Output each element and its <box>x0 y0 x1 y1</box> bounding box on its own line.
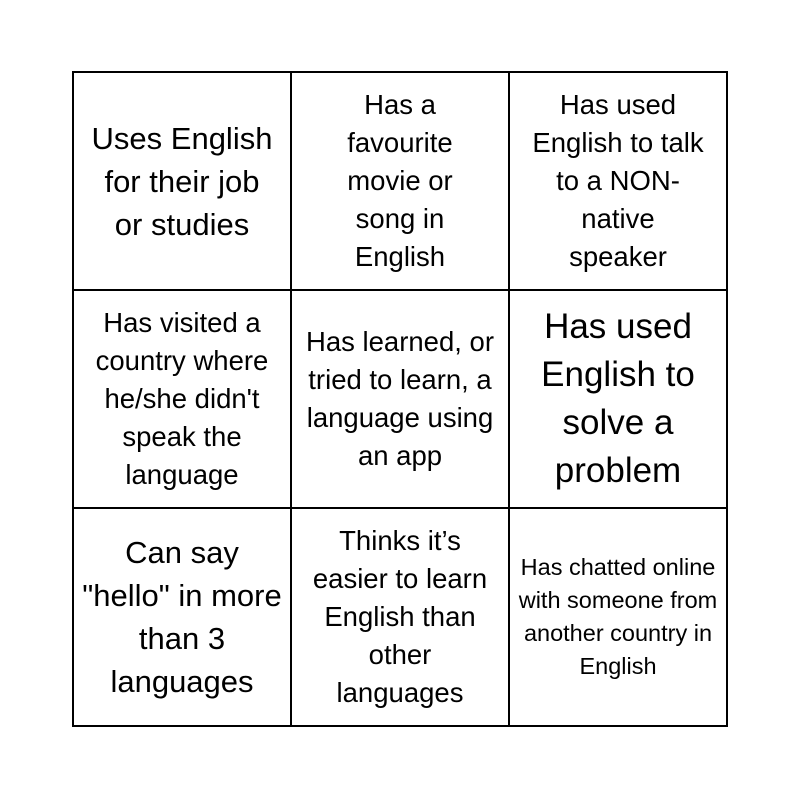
bingo-cell-text: Has a favourite movie or song in English <box>347 89 453 272</box>
bingo-cell-text: Has learned, or tried to learn, a language using an app <box>305 326 494 471</box>
bingo-cell[interactable] <box>74 73 292 291</box>
bingo-cell-text: Can say "hello" in more than 3 languages <box>82 535 282 699</box>
bingo-cell-text: Has chatted online with someone from another country in English <box>518 554 718 679</box>
bingo-cell[interactable] <box>74 509 292 727</box>
bingo-cell-text: Thinks it’s easier to learn English than other languages <box>312 525 488 708</box>
bingo-cell-text: Has used English to talk to a NON-native speaker <box>532 89 704 272</box>
bingo-cell-text: Uses English for their job or studies <box>91 120 273 242</box>
bingo-cell[interactable] <box>292 509 510 727</box>
bingo-cell[interactable] <box>292 73 510 291</box>
bingo-cell[interactable] <box>292 291 510 509</box>
bingo-cell[interactable] <box>510 73 728 291</box>
bingo-cell[interactable] <box>510 509 728 727</box>
bingo-board <box>72 71 728 727</box>
bingo-cell[interactable] <box>510 291 728 509</box>
bingo-cell-text: Has used English to solve a problem <box>541 307 695 490</box>
bingo-cell[interactable] <box>74 291 292 509</box>
bingo-cell-text: Has visited a country where he/she didn't speak the language <box>95 307 269 490</box>
